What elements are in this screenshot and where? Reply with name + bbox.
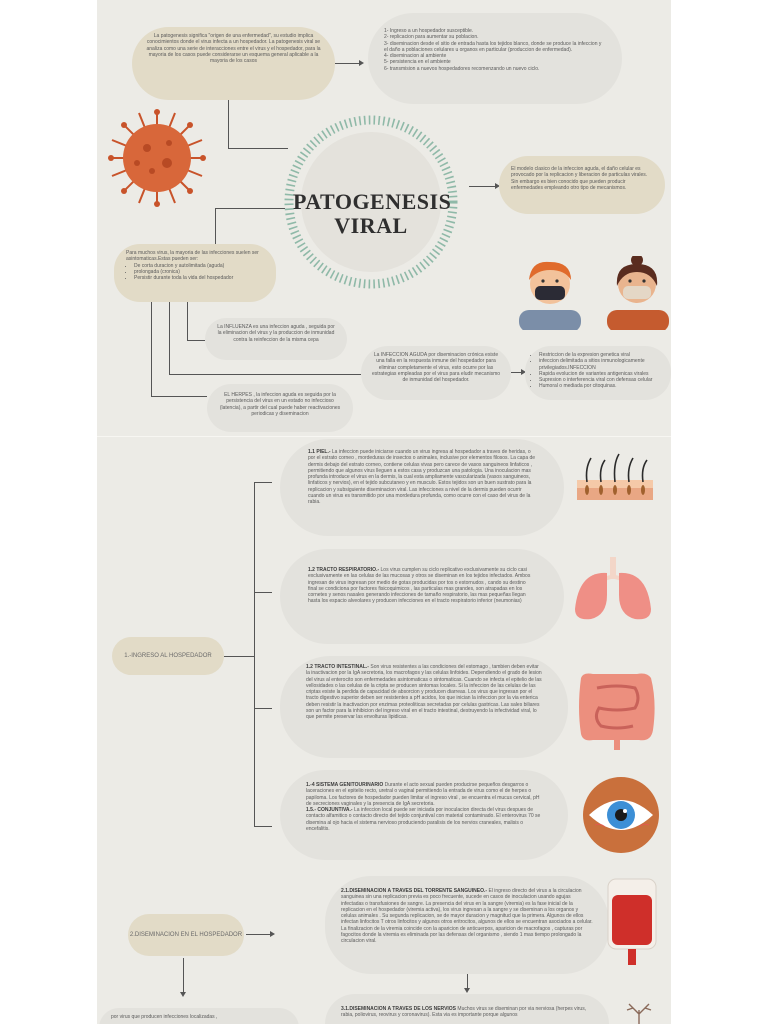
intestinal-text-block bbox=[306, 664, 542, 721]
connector bbox=[183, 958, 184, 994]
herpes-text: EL HERPES , la infeccion aguda es seguida por la persistencia del virus en un estado no infeccioso (latencia), a partir del cual puede haber reactivaciones periodicas y diseminacion bbox=[219, 392, 341, 417]
step-item: 1- Ingreso a un hospedador susceptible. bbox=[384, 28, 474, 34]
bottom-left-text: por virus que producen infecciones localizadas , bbox=[111, 1014, 218, 1020]
lungs-illustration bbox=[571, 555, 655, 625]
poster bbox=[97, 0, 671, 1024]
connector bbox=[151, 396, 207, 397]
skin-hair-illustration bbox=[575, 450, 655, 506]
arrow-down bbox=[464, 988, 470, 993]
skin-text-block bbox=[308, 449, 536, 506]
connector bbox=[254, 708, 272, 709]
acute-infection-bubble bbox=[361, 346, 511, 400]
steps-list bbox=[384, 28, 606, 72]
respiratory-text: Los virus cumplen su ciclo replicativo exclusivamente su ciclo casi exclusivamente en las celulas de las mucosas y otros se diseminan en los tejidos infectados. Ambos ingresan de virus ingresan por medio de gotas producidas por tos o estornudos , cando su destino final se condiciona por factores fisicoquimicos , las particulas mas grandes, son atrapadas en los cornetes y senos nasales generando infecciones de tamaño respiratorio, las mas pequeñas llegan hasta los espacio alveolares y producen infecciones en el tracto respiratorio inferior (neumonias) bbox=[308, 567, 531, 605]
arrow bbox=[270, 931, 275, 937]
nerve-text-block bbox=[341, 1006, 593, 1019]
skin-bubble bbox=[280, 439, 564, 536]
bottom-left-bubble bbox=[99, 1008, 299, 1024]
connector bbox=[224, 656, 254, 657]
definition-bubble bbox=[132, 27, 335, 100]
arrow-down bbox=[180, 992, 186, 997]
strategy-item: • infeccion delimitada a sitios inmunologicamente privilegiados.INFECCION bbox=[539, 358, 667, 371]
step-item: 6- transmision a nuevos hospedadores recomenzando un nuevo ciclo. bbox=[384, 65, 540, 72]
bloodstream-bubble bbox=[325, 876, 609, 974]
nerve-title: 3.1.DISEMINACION A TRAVES DE LOS NERVIOS bbox=[341, 1006, 457, 1012]
infection-type-item: • prolongada (cronica) bbox=[134, 269, 264, 275]
page-title bbox=[293, 189, 452, 238]
connector bbox=[254, 826, 272, 827]
step-item: 4- diseminacion al ambiente bbox=[384, 53, 447, 60]
connector bbox=[335, 63, 361, 64]
connector bbox=[246, 934, 272, 935]
respiratory-title: 1.2 TRACTO RESPIRATORIO.- bbox=[308, 567, 380, 573]
connector bbox=[187, 302, 188, 340]
nerve-text: Muchos virus se diseminan por via nerviosa (herpes virus, rabia, poliovirus, reovirus y coronavirus). Esta via es importante porque algunos bbox=[341, 1006, 587, 1019]
herpes-bubble bbox=[207, 384, 353, 432]
connector bbox=[254, 592, 272, 593]
conjunctiva-title: 1.5.- CONJUNTIVA.- bbox=[306, 807, 353, 814]
respiratory-bubble bbox=[280, 549, 564, 644]
connector bbox=[254, 482, 272, 483]
strategy-item: • Supresion o interferencia viral con defensas celular bbox=[539, 377, 667, 383]
intestinal-bubble bbox=[280, 656, 568, 758]
intestinal-title: 1.2 TRACTO INTESTINAL.- bbox=[306, 664, 369, 670]
infection-type-item: • De corta duracion y autolimitada (aguda) bbox=[134, 263, 264, 269]
section1-label-bubble bbox=[112, 637, 224, 675]
genitourinary-text: Durante el acto sexual pueden producirse pequeños desgarros o laceraciones en el epitelio recto, uretral o vaginal permitiendo la entrada de virus como el de herpes o papiloma. Los factores de hospedador pueden limitar el ingreso viral , se encuentra el mucus cervical, pH de secreciones vaginales y la presencia de IgA secretoria. bbox=[306, 782, 540, 807]
classic-model-text: El modelo clasico de la infeccion aguda, el daño celular es provocado por la replicacion y liberacion de particulas virales. Sin embargo es bien conocido que pueden producir enfermedades empleando otro tipo de mecanismos. bbox=[511, 166, 648, 191]
nerve-bubble bbox=[325, 994, 609, 1024]
step-item: 5- persistencia en el ambiente bbox=[384, 59, 451, 66]
strategy-item: • Rapida evolucion de variantes antigenicas virales bbox=[539, 371, 667, 377]
genitourinary-bubble bbox=[280, 770, 568, 860]
nerve-branch-icon bbox=[619, 1000, 659, 1024]
acute-infection-text: La INFECCION AGUDA por diseminacion crónica existe una falla en la respuesta inmune del hospedador para eliminar completamente el virus, esto ocurre por las estrategias empleadas por el virus para eludir mecanismo de inmunidad del hospedador. bbox=[371, 352, 501, 384]
strategy-item: • Humoral o mediada por citoquinas. bbox=[539, 383, 667, 389]
intestine-illustration bbox=[573, 668, 659, 752]
masked-children-illustration bbox=[515, 256, 671, 330]
infections-intro: Para muchos virus, la mayoria de las infecciones suelen ser asintomaticas.Estas pueden ser: bbox=[126, 250, 259, 263]
connector bbox=[169, 374, 361, 375]
skin-text: La infeccion puede iniciarse cuando un virus ingresa al hospedador a traves de heridas, o por el estrato corneo , mordeduras de insectos o animales, inclusive por elementos filosos. La capa de dermis debajo del estrato corneo, contiene celulas vivas pero carece de vasos sanguineos linfaticos , permitiendo que algunos virus lleguen a estos casa y produzcan una patologia. Una inoculacion mas profunda introduce el virus en la dermis, la cual esta ampliamente vascularizada (vasos sanguineos, linfaticos y nervios), en el tejido subcutaneo y en musculo. Estos tejidos son un buen sustrato para la replicacion y subsiguiente diseminacion viral. Las infecciones a nivel de la dermis pueden ocurrir cuando un virus es transmitido por una mordedura profunda, como ocurre con el caso del virus de la rabia. bbox=[308, 449, 536, 506]
definition-text: La patogenesis significa "origen de una enfermedad", su estudio implica conocimientos donde el virus infecta a un hospedador. La patogenesis viral se analiza como una serie de interacciones entre el virus y el hospedador, para la mayoria de los casos puede considerarse un esquema general aplicable a la mayoria de los casos bbox=[146, 33, 321, 65]
genitourinary-text-block bbox=[306, 782, 542, 832]
section2-label-bubble bbox=[128, 914, 244, 956]
classic-model-bubble bbox=[499, 156, 665, 214]
connector bbox=[215, 208, 285, 209]
eye-illustration bbox=[581, 775, 661, 855]
strategies-bubble bbox=[525, 346, 671, 400]
title-line2: VIRAL bbox=[334, 213, 408, 238]
infections-bubble bbox=[114, 244, 276, 302]
infection-types-list bbox=[126, 263, 264, 282]
step-item: 2- replicacion para aumentar su poblacion. bbox=[384, 34, 479, 41]
title-line1: PATOGENESIS bbox=[293, 189, 452, 214]
steps-bubble bbox=[368, 13, 622, 104]
connector bbox=[169, 302, 170, 374]
strategy-item: • Restriccion de la expresion genetica viral bbox=[539, 352, 667, 358]
conjunctiva-text: La infeccion local puede ser iniciada por inoculacion directa del virus despues de contacto alfamitico o contacto directo del tejido conjuntival con material contaminado. El enterovirus 70 se disemina al ojo hacia el sistema nervioso produciendo paralisis de los nervios craneales, malisis o encefalitis. bbox=[306, 807, 541, 833]
connector bbox=[215, 208, 216, 244]
infection-type-item: • Persistir durante toda la vida del hospedador bbox=[134, 275, 264, 281]
section1-label: 1.-INGRESO AL HOSPEDADOR bbox=[124, 653, 212, 659]
connector bbox=[228, 148, 288, 149]
intestinal-text: Son virus resistentes a las condiciones del estomago , tambien deben evitar la inactivacion por la IgA secretoria, los macrofagos y las celulas linfoides. Dependiendo el grado de lesion del virus al enterocito son enfermedades asintomaticas o sintomaticas. Cuando se infecta el epitelio de las vellosidades o las celulas de la cripta se producen sintomas locales. Si la infeccion de las celulas de las criptas existe la perdida de capacidad de absorcion y producen diarreas. Los virus que ingresan por el tracto digestivo superior deben ser resistentes a pH acidos, los que inician la infeccion por la via enterica deben resistir la inactivacion por enzimas proteoliticas secretadas por celulas gastricas. Las sales biliares son un factor para la inhibicion del ingreso viral en el tracto intestinal, destruyendo la infectividad viral, lo que permite preservar las envolturas lipidicas. bbox=[306, 664, 542, 721]
influenza-text: La INFLUENZA es una infeccion aguda , seguida por la eliminacion del virus y la produccion de inmunidad contra la reinfeccion de la misma cepa bbox=[217, 324, 335, 343]
connector bbox=[469, 186, 497, 187]
genitourinary-title: 1.-4 SISTEMA GENITOURINARIO bbox=[306, 782, 384, 788]
bloodstream-text: El ingreso directo del virus a la circulacion sanguinea sin una replicacion previa es poco frecuente, sucede en casos de inoculacion usando agujas infectadas o transfusiones de sangre. La presencia del virus en la sangre (viremia) es la fase inicial de la replicacion en el hospedador (viremia activa), los virus ingresan a la sangre y se diseminan a los organos y celulas animales . Su segunda replicacion, se de mayor duracion y magnitud que la primera. Algunos de ellos infectan linfocitos T otros linfocitos y algunos otros eritrocitos, algunos de ellos se encuentran asociados a celular. La finalizacion de la viremia coincide con la aparicion de anticuerpos, aparicion de macrofagos , capturas por fagocitos donde la viremia es eliminada por las defensas del organismo , siendo 1 mas tiempo prolongado la circulacion viral. bbox=[341, 888, 593, 945]
connector bbox=[228, 100, 229, 148]
connector bbox=[254, 482, 255, 826]
strategies-list bbox=[531, 352, 667, 390]
arrow bbox=[359, 60, 364, 66]
bloodstream-title: 2.1.DISEMINACION A TRAVES DEL TORRENTE SANGUINEO.- bbox=[341, 888, 488, 894]
skin-title: 1.1 PIEL.- bbox=[308, 449, 331, 455]
respiratory-text-block bbox=[308, 567, 536, 605]
blood-bag-illustration bbox=[606, 875, 658, 967]
bloodstream-text-block bbox=[341, 888, 593, 945]
connector bbox=[187, 340, 205, 341]
connector bbox=[151, 302, 152, 396]
section2-label: 2.DISEMINACION EN EL HOSPEDADOR bbox=[129, 932, 243, 938]
section-divider bbox=[97, 436, 671, 437]
virus-illustration bbox=[107, 108, 207, 208]
step-item: 3- diseminacion desde el sitio de entrada hasta los tejidos blanco, donde se produce la infeccion y el daño a poblaciones celulares u organos en particular (produccion de enfermedad). bbox=[384, 40, 602, 53]
influenza-bubble bbox=[205, 318, 347, 360]
